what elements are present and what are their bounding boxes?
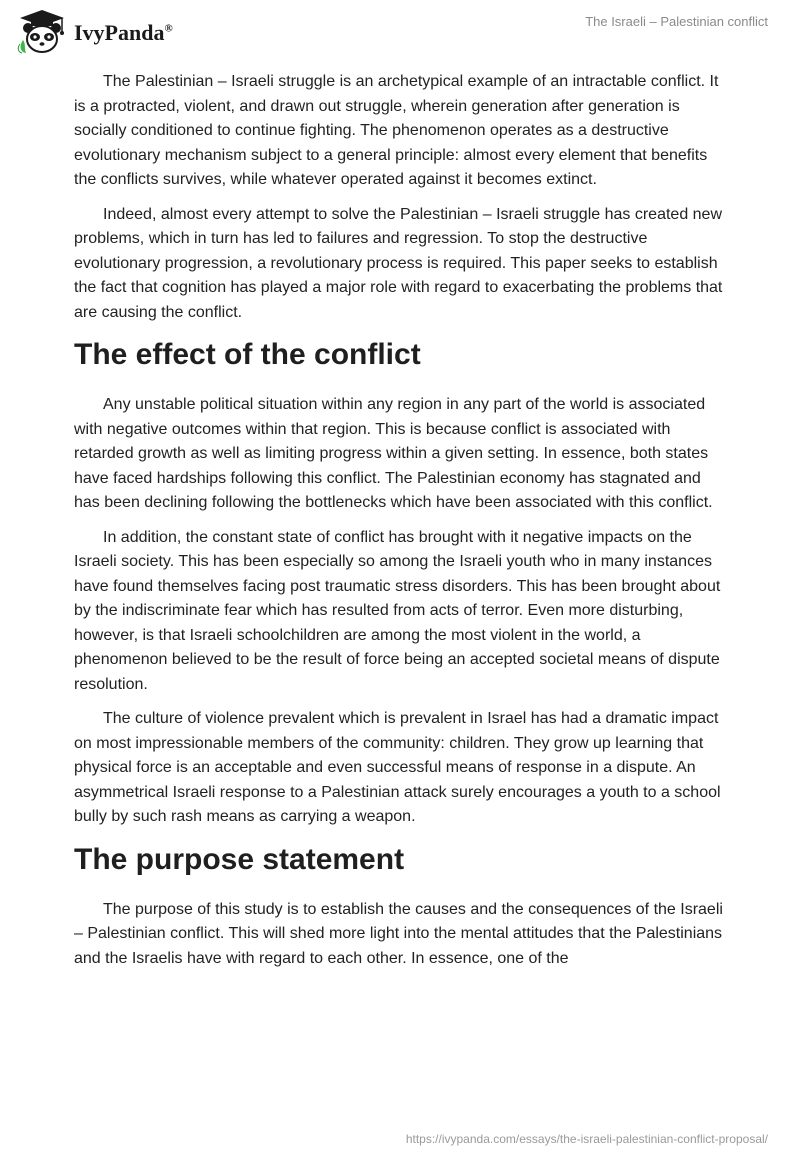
essay-content <box>74 70 730 981</box>
source-url[interactable]: https://ivypanda.com/essays/the-israeli-palestinian-conflict-proposal/ <box>405 1132 768 1146</box>
section-paragraph: In addition, the constant state of conflict has brought with it negative impacts on the Israeli society. This has been especially so among the Israeli youth who in many instances have found themselves facing post traumatic stress disorders. This has been brought about by the indiscriminate fear which has resulted from acts of terror. Even more disturbing, however, is that Israeli schoolchildren are among the most violent in the world, a phenomenon believed to be the result of force being an accepted societal means of dispute resolution. <box>74 528 721 693</box>
intro-paragraph: Indeed, almost every attempt to solve the Palestinian – Israeli struggle has created new problems, which in turn has led to failures and regression. To stop the destructive evolutionary progression, a revolutionary process is required. This paper seeks to establish the fact that cognition has played a major role with regard to exacerbating the problems that are causing the conflict. <box>74 205 723 321</box>
trademark-symbol: ® <box>164 22 173 35</box>
brand-name: IvyPanda® <box>74 20 173 45</box>
section-paragraph: Any unstable political situation within any region in any part of the world is associated with negative outcomes within that region. This is because conflict is associated with retarded growth as well as limiting progress within a given setting. In essence, both states have faced hardships following this conflict. The Palestinian economy has stagnated and has been declining following the bottlenecks which have been associated with this conflict. <box>74 396 713 511</box>
ivypanda-logo[interactable] <box>14 8 173 56</box>
page-header <box>0 0 800 64</box>
section-heading-purpose: The purpose statement <box>74 842 405 876</box>
section-paragraph: The purpose of this study is to establish the causes and the consequences of the Israeli – Palestinian conflict. This will shed more light into the mental attitudes that the Palestinians and the Israelis have with regard to each other. In essence, one of the <box>74 900 723 967</box>
section-paragraph: The culture of violence prevalent which is prevalent in Israel has had a dramatic impact on most impressionable members of the community: children. They grow up learning that physical force is an acceptable and even successful means of response in a dispute. An asymmetrical Israeli response to a Palestinian attack surely encourages a youth to a school bully by such rash means as carrying a weapon. <box>74 710 721 825</box>
document-running-title: The Israeli – Palestinian conflict <box>585 14 768 29</box>
section-heading-effect: The effect of the conflict <box>74 338 421 371</box>
intro-paragraph: The Palestinian – Israeli struggle is an archetypical example of an intractable conflict. It is a protracted, violent, and drawn out struggle, wherein generation after generation is socially conditioned to continue fighting. The phenomenon operates as a destructive evolutionary mechanism subject to a general principle: almost every element that benefits the conflicts survives, while whatever operated against it becomes extinct. <box>74 73 719 188</box>
panda-graduate-icon <box>14 8 70 56</box>
